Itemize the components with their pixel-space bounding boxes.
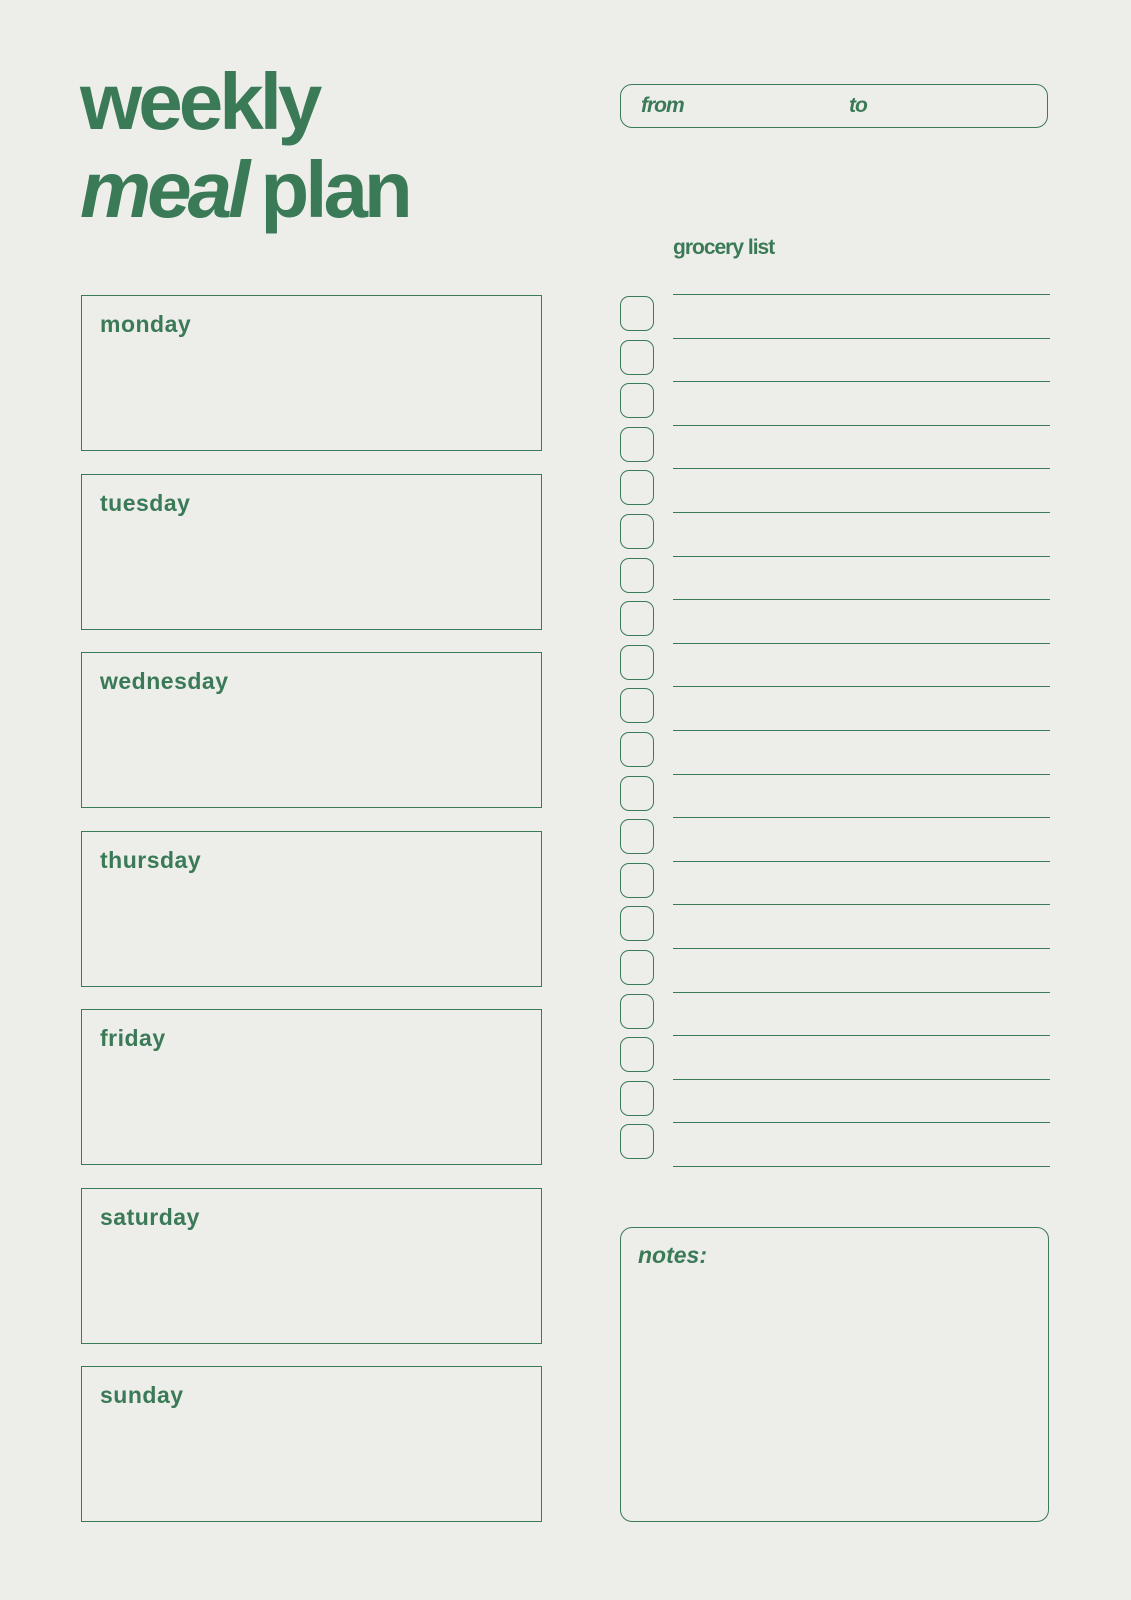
grocery-checkbox[interactable] (620, 645, 654, 680)
grocery-checkbox[interactable] (620, 819, 654, 854)
grocery-checkbox[interactable] (620, 732, 654, 767)
grocery-line[interactable] (673, 992, 1050, 993)
grocery-checkbox[interactable] (620, 427, 654, 462)
grocery-checkbox[interactable] (620, 906, 654, 941)
grocery-line[interactable] (673, 512, 1050, 513)
title-line-2 (80, 146, 409, 234)
day-label: wednesday (100, 668, 229, 694)
grocery-line[interactable] (673, 730, 1050, 731)
grocery-checkbox[interactable] (620, 558, 654, 593)
notes-box[interactable] (620, 1227, 1049, 1522)
day-box-sunday[interactable] (81, 1366, 542, 1522)
grocery-checkbox[interactable] (620, 296, 654, 331)
day-box-monday[interactable] (81, 295, 542, 451)
day-label: tuesday (100, 489, 191, 516)
day-box-wednesday[interactable] (81, 652, 542, 808)
grocery-line[interactable] (673, 556, 1050, 557)
grocery-line[interactable] (673, 381, 1050, 382)
title-plan-word: plan (260, 145, 409, 234)
day-label: thursday (100, 846, 202, 873)
grocery-line[interactable] (673, 817, 1050, 818)
grocery-checkbox[interactable] (620, 601, 654, 636)
grocery-line[interactable] (673, 948, 1050, 949)
grocery-line[interactable] (673, 338, 1050, 339)
notes-label: notes: (638, 1242, 707, 1268)
day-label: friday (100, 1025, 166, 1051)
grocery-line[interactable] (673, 1122, 1050, 1123)
grocery-checkbox[interactable] (620, 688, 654, 723)
from-label: from (641, 94, 684, 117)
grocery-checkbox[interactable] (620, 994, 654, 1029)
grocery-list-title: grocery list (673, 236, 775, 259)
grocery-line[interactable] (673, 686, 1050, 687)
day-box-thursday[interactable] (81, 831, 542, 987)
page-title (80, 58, 409, 234)
grocery-line[interactable] (673, 599, 1050, 600)
grocery-checkbox[interactable] (620, 1124, 654, 1159)
grocery-line[interactable] (673, 904, 1050, 905)
grocery-line[interactable] (673, 1035, 1050, 1036)
day-box-tuesday[interactable] (81, 474, 542, 630)
grocery-line[interactable] (673, 1079, 1050, 1080)
grocery-checkbox[interactable] (620, 863, 654, 898)
grocery-checkbox[interactable] (620, 514, 654, 549)
grocery-checkbox[interactable] (620, 470, 654, 505)
grocery-line[interactable] (673, 774, 1050, 775)
day-label: sunday (100, 1382, 184, 1408)
grocery-checkbox[interactable] (620, 383, 654, 418)
day-box-saturday[interactable] (81, 1188, 542, 1344)
grocery-line[interactable] (673, 1166, 1050, 1167)
title-meal-word: meal (80, 145, 247, 234)
grocery-line[interactable] (673, 643, 1050, 644)
day-label: monday (100, 311, 192, 337)
grocery-line[interactable] (673, 294, 1050, 295)
grocery-checkbox[interactable] (620, 340, 654, 375)
grocery-checkbox[interactable] (620, 776, 654, 811)
grocery-line[interactable] (673, 425, 1050, 426)
grocery-line[interactable] (673, 468, 1050, 469)
day-label: saturday (100, 1203, 200, 1230)
grocery-checkbox[interactable] (620, 950, 654, 985)
grocery-line[interactable] (673, 861, 1050, 862)
to-label: to (849, 94, 867, 117)
grocery-checkbox[interactable] (620, 1081, 654, 1116)
title-line-1: weekly (80, 57, 319, 146)
grocery-checkbox[interactable] (620, 1037, 654, 1072)
day-box-friday[interactable] (81, 1009, 542, 1165)
date-range-field[interactable] (620, 84, 1048, 128)
